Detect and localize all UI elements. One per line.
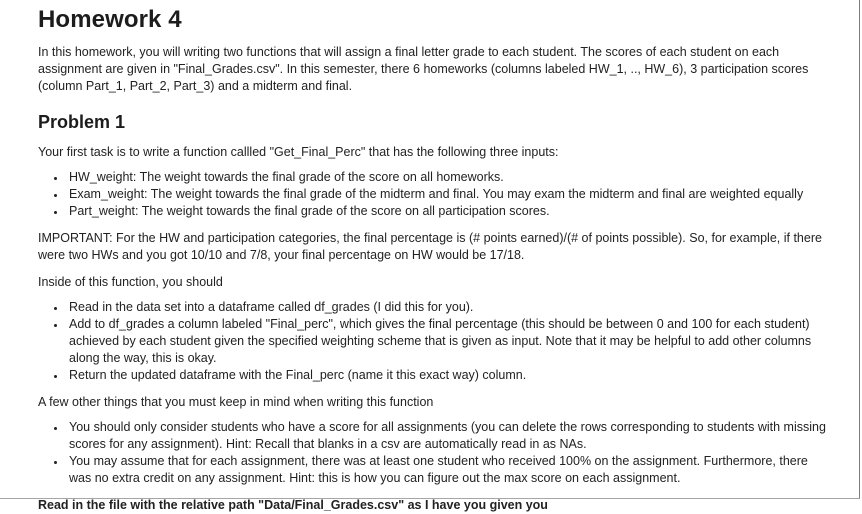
important-note-paragraph: IMPORTANT: For the HW and participation categories, the final percentage is (# points earned)/(# of points possible). So, for example, if there were two HWs and you got 10/10 and 7/8, your final percentage on HW would be 17/18.	[38, 231, 822, 262]
input-item-hw-weight: • HW_weight: The weight towards the final grade of the score on all homeworks.	[66, 169, 833, 186]
reminders-list	[38, 419, 833, 487]
task-intro-paragraph: Your first task is to write a function callled "Get_Final_Perc" that has the following three inputs:	[38, 145, 559, 159]
step-item-add-column: • Add to df_grades a column labeled "Final_perc", which gives the final percentage (this should be between 0 and 100 for each student) achieved by each student given the specified weighting scheme that is given as input. Note that it may be helpful to add other columns along the way, this is okay.	[66, 316, 833, 367]
reminder-item-missing-scores: • You should only consider students who have a score for all assignments (you can delete the rows corresponding to students with missing scores for any assignment). Hint: Recall that blanks in a csv are automatically read in as NAs.	[66, 419, 833, 453]
problem-1-heading: Problem 1	[38, 112, 126, 132]
step-item-return-dataframe: • Return the updated dataframe with the Final_perc (name it this exact way) column.	[66, 367, 833, 384]
inside-function-intro: Inside of this function, you should	[38, 275, 223, 289]
step-item-read-data: • Read in the data set into a dataframe called df_grades (I did this for you).	[66, 299, 833, 316]
assignment-intro-paragraph: In this homework, you will writing two functions that will assign a final letter grade to each student. The scores of each student on each assignment are given in "Final_Grades.csv". In this semester, there 6 homeworks (columns labeled HW_1, .., HW_6), 3 participation scores (column Part_1, Part_2, Part_3) and a midterm and final.	[38, 45, 809, 93]
function-inputs-list	[38, 169, 833, 220]
assignment-title: Homework 4	[38, 6, 182, 33]
function-steps-list	[38, 299, 833, 384]
input-item-exam-weight: • Exam_weight: The weight towards the final grade of the midterm and final. You may exam the midterm and final are weighted equally	[66, 186, 833, 203]
reminders-intro-paragraph: A few other things that you must keep in mind when writing this function	[38, 395, 434, 409]
reminder-item-max-score: • You may assume that for each assignment, there was at least one student who received 100% on the assignment. Furthermore, there was no extra credit on any assignment. Hint: this is how you can figure out the max score on each assignment.	[66, 453, 833, 487]
final-instruction-paragraph: Read in the file with the relative path "Data/Final_Grades.csv" as I have you given you	[38, 498, 548, 512]
input-item-part-weight: • Part_weight: The weight towards the final grade of the score on all participation scores.	[66, 203, 833, 220]
